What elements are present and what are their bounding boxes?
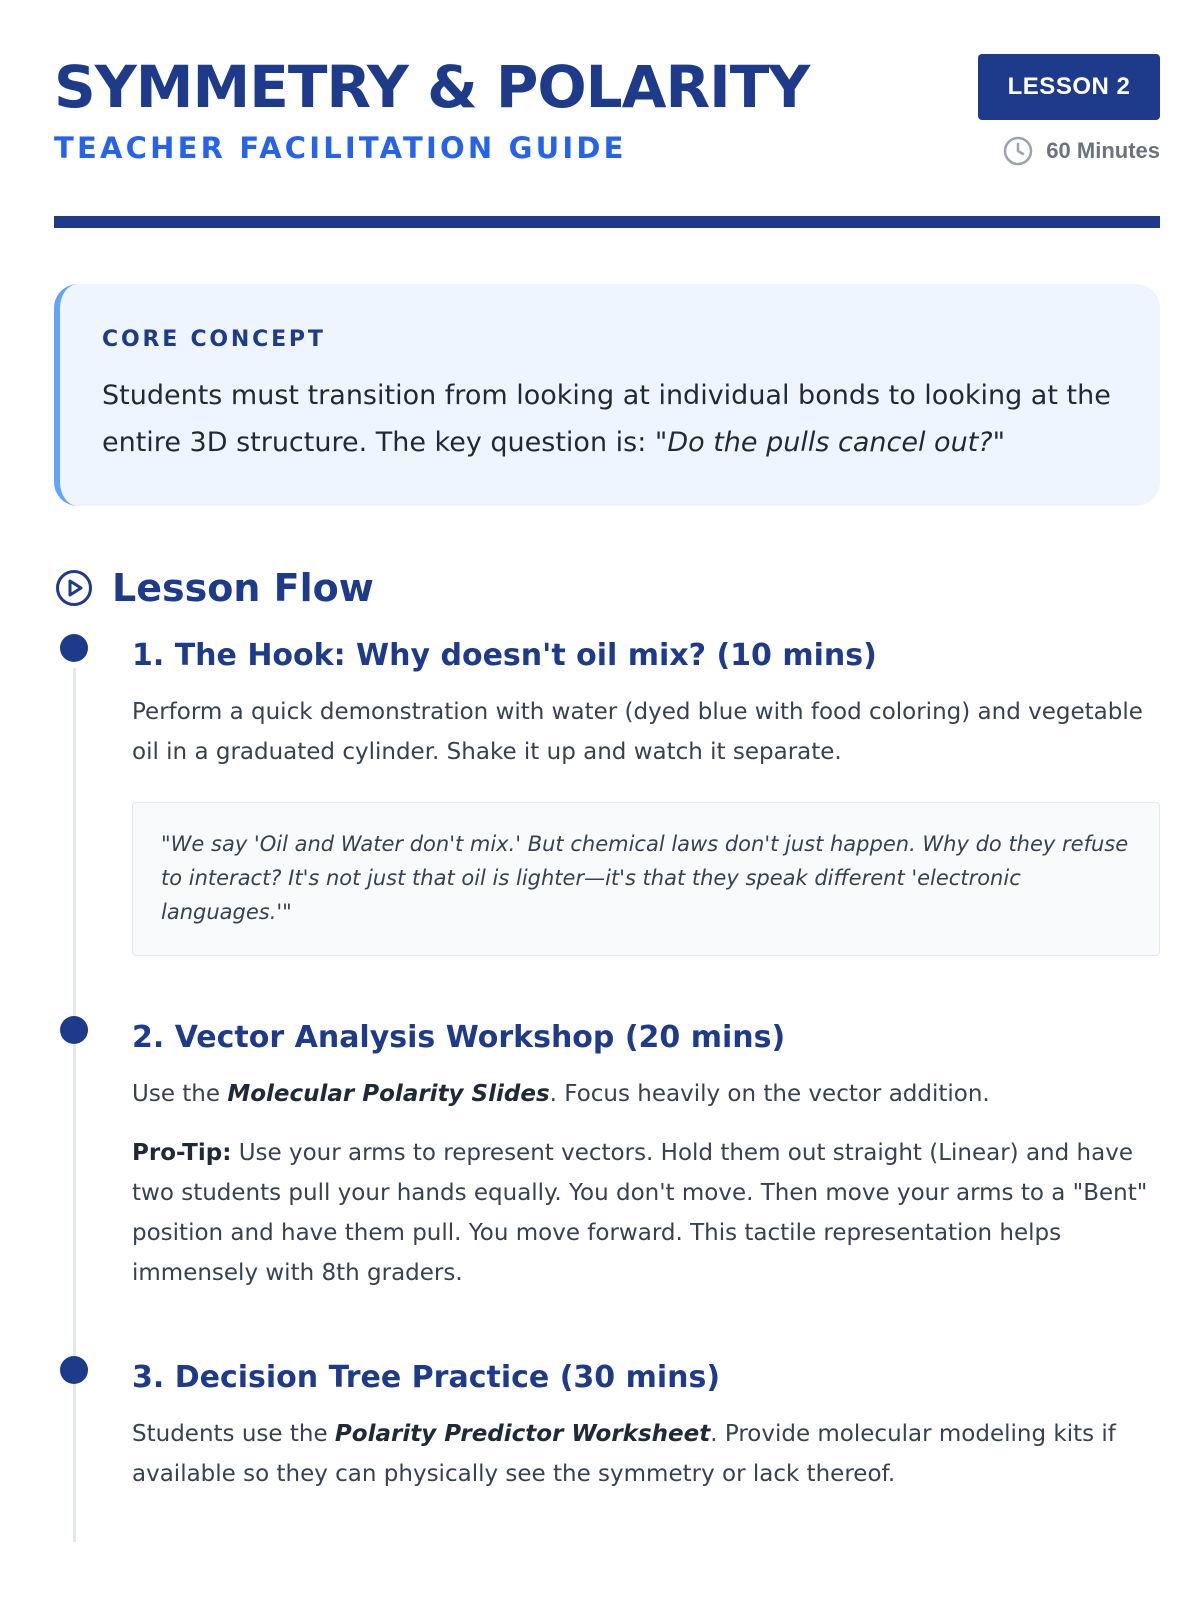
step-body: Perform a quick demonstration with water (dyed blue with food coloring) and vegetable oil in a graduated cylinder. Shake it up and watch it separate. bbox=[132, 699, 1143, 765]
step-body-suffix: . Provide molecular modeling kits if available so they can physically see the symmetry or lack thereof. bbox=[132, 1421, 1116, 1487]
resource-title: Molecular Polarity Slides bbox=[227, 1081, 550, 1107]
timeline-dot bbox=[60, 1356, 88, 1384]
page-header bbox=[54, 52, 1160, 172]
core-concept-question: "Do the pulls cancel out?" bbox=[654, 427, 1006, 458]
pro-tip-text: Use your arms to represent vectors. Hold them out straight (Linear) and have two students pull your hands equally. You don't move. Then move your arms to a "Bent" position and have them pull. You move forward. This tactile representation helps immensely with 8th graders. bbox=[132, 1140, 1148, 1286]
header-divider bbox=[54, 216, 1160, 228]
page-subtitle: TEACHER FACILITATION GUIDE bbox=[54, 131, 627, 165]
lesson-flow-heading bbox=[54, 560, 374, 616]
core-concept-callout bbox=[54, 284, 1160, 506]
step-title: 3. Decision Tree Practice (30 mins) bbox=[132, 1360, 721, 1395]
pro-tip bbox=[132, 1133, 1160, 1293]
page-title: SYMMETRY & POLARITY bbox=[54, 53, 810, 121]
step-body bbox=[132, 1414, 1160, 1494]
core-concept-body: Students must transition from looking at individual bonds to looking at the entire 3D structure. The key question is: bbox=[102, 380, 1111, 458]
step-title: 1. The Hook: Why doesn't oil mix? (10 mins) bbox=[132, 638, 877, 673]
core-concept-text bbox=[102, 372, 1120, 466]
step-body-prefix: Use the bbox=[132, 1081, 221, 1107]
lesson-step-1 bbox=[132, 636, 1160, 956]
pro-tip-label: Pro-Tip: bbox=[132, 1140, 232, 1166]
clock-icon bbox=[1002, 135, 1034, 167]
timeline-dot bbox=[60, 634, 88, 662]
lesson-step-3 bbox=[132, 1358, 1160, 1494]
step-body-suffix: . Focus heavily on the vector addition. bbox=[549, 1081, 990, 1107]
timeline-dot bbox=[60, 1016, 88, 1044]
lesson-step-2 bbox=[132, 1018, 1160, 1293]
teacher-quote: "We say 'Oil and Water don't mix.' But chemical laws don't just happen. Why do they refuse to interact? It's not just that oil is lighter—it's that they speak different 'electronic languages.'" bbox=[132, 802, 1160, 956]
resource-title: Polarity Predictor Worksheet bbox=[334, 1421, 711, 1447]
timeline-line bbox=[73, 668, 76, 1542]
step-title: 2. Vector Analysis Workshop (20 mins) bbox=[132, 1020, 786, 1055]
lesson-flow-title: Lesson Flow bbox=[112, 566, 374, 610]
step-body-prefix: Students use the bbox=[132, 1421, 328, 1447]
lesson-badge: LESSON 2 bbox=[978, 54, 1160, 120]
facilitation-guide-page bbox=[54, 0, 1160, 1600]
core-concept-label: CORE CONCEPT bbox=[102, 327, 326, 352]
duration-text: 60 Minutes bbox=[1046, 138, 1160, 163]
play-circle-icon bbox=[54, 568, 94, 608]
step-body bbox=[132, 1074, 1160, 1114]
duration-info bbox=[1002, 134, 1160, 168]
